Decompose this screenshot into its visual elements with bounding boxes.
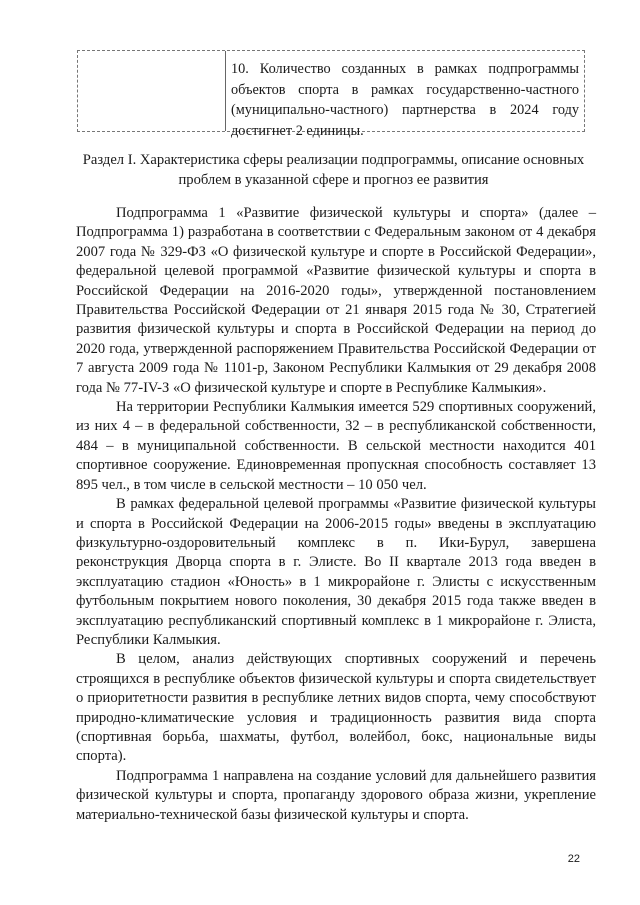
paragraph: На территории Республики Калмыкия имеется 529 спортивных сооружений, из них 4 – в федеральной собственности, 32 – в республиканской собственности, 484 – в муниципальной собственности. В сельской местности находится 401 спортивное сооружение. Единовременная пропускная способность составляет 13 895 чел., в том числе в сельской местности – 10 050 чел. <box>76 399 596 493</box>
table-cell-item-10: 10. Количество созданных в рамках подпрограммы объектов спорта в рамках государственно-частного (муниципально-частного) партнерства в 2024 году достигнет 2 единицы. <box>231 61 579 139</box>
page-number: 22 <box>567 853 580 865</box>
section-body <box>76 204 596 825</box>
paragraph: Подпрограмма 1 направлена на создание условий для дальнейшего развития физической культуры и спорта, пропаганду здорового образа жизни, укрепление материально-технической базы физической культуры и спорта. <box>76 767 596 823</box>
paragraph: Подпрограмма 1 «Развитие физической культуры и спорта» (далее – Подпрограмма 1) разработана в соответствии с Федеральным законом от 4 декабря 2007 года № 329-ФЗ «О физической культуре и спорте в Российской Федерации», федеральной целевой программой «Развитие физической культуры и спорта в Российской Федерации на 2016-2020 годы», утвержденной постановлением Правительства Российской Федерации от 21 января 2015 года № 30, Стратегией развития физической культуры и спорта в Российской Федерации на период до 2020 года, утвержденной распоряжением Правительства Российской Федерации от 7 августа 2009 года № 1101-р, Законом Республики Калмыкия от 29 декабря 2008 года № 77-IV-З «О физической культуре и спорте в Республике Калмыкия». <box>76 205 596 396</box>
paragraph: В целом, анализ действующих спортивных сооружений и перечень строящихся в республике объектов физической культуры и спорта свидетельствует о приоритетности развития в республике летних видов спорта, чему способствуют природно-климатические условия и традиционность развития вида спорта (спортивная борьба, шахматы, футбол, волейбол, бокс, национальные виды спорта). <box>76 651 596 765</box>
indicators-table <box>77 50 585 139</box>
table-empty-column <box>78 51 226 131</box>
paragraph: В рамках федеральной целевой программы «Развитие физической культуры и спорта в Российской Федерации на 2006-2015 годы» введены в эксплуатацию физкультурно-оздоровительный комплекс в п. Ики-Бурул, завершена реконструкция Дворца спорта в г. Элисте. Во II квартале 2013 года введен в эксплуатацию стадион «Юность» в 1 микрорайоне г. Элисты с искусственным футбольным покрытием нового поколения, 30 декабря 2015 года также введен в эксплуатацию республиканский спортивный комплекс в 1 микрорайоне г. Элиста, Республики Калмыкия. <box>76 496 596 648</box>
section-heading: Раздел I. Характеристика сферы реализации подпрограммы, описание основных проблем в указанной сфере и прогноз ее развития <box>82 152 585 188</box>
